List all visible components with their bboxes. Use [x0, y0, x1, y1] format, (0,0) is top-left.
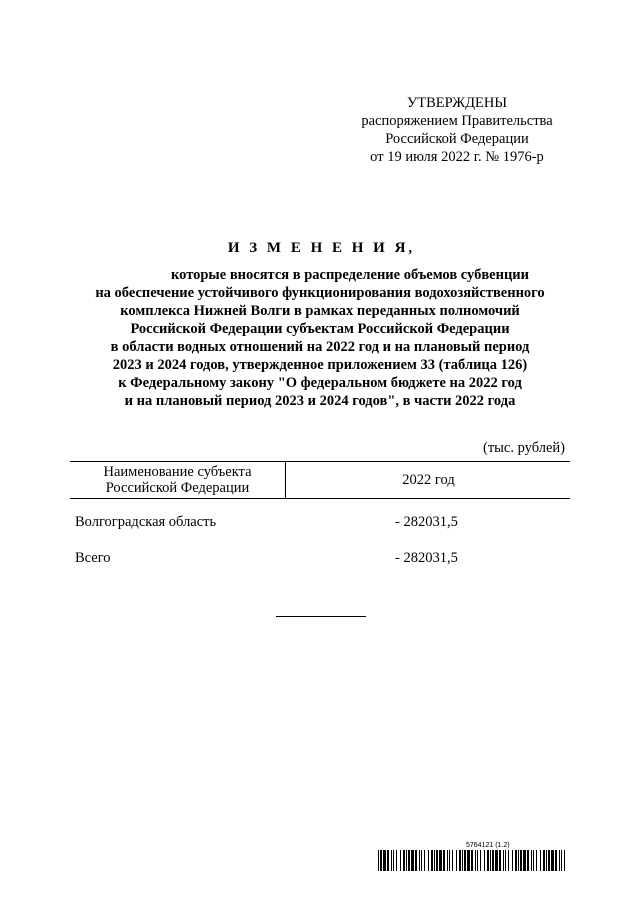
column-header-subject: Наименование субъекта Российской Федерации	[70, 462, 286, 498]
subtitle-line: Российской Федерации субъектам Российской Федерации	[130, 321, 510, 337]
row-subject-name: Всего	[75, 550, 111, 566]
document-code: 5764121 (1.2)	[466, 842, 510, 849]
approval-date-number: от 19 июля 2022 г. № 1976-р	[370, 149, 544, 165]
approval-stamp	[352, 94, 562, 166]
table-header	[70, 461, 570, 499]
row-subject-name: Волгоградская область	[75, 514, 217, 530]
barcode-icon	[378, 850, 566, 871]
approval-line: распоряжением Правительства	[361, 113, 553, 129]
document-subtitle	[60, 266, 580, 410]
subtitle-line: на обеспечение устойчивого функционирования водохозяйственного	[95, 285, 545, 301]
subtitle-line: и на плановый период 2023 и 2024 годов", в части 2022 года	[124, 393, 516, 409]
subtitle-line: комплекса Нижней Волги в рамках переданных полномочий	[120, 303, 520, 319]
approval-title: УТВЕРЖДЕНЫ	[406, 95, 508, 111]
subtitle-line: которые вносятся в распределение объемов субвенции	[170, 267, 530, 283]
document-title: И З М Е Н Е Н И Я,	[227, 240, 413, 256]
approval-line: Российской Федерации	[385, 131, 529, 147]
subtitle-line: 2023 и 2024 годов, утвержденное приложением 33 (таблица 126)	[112, 357, 528, 373]
units-label: (тыс. рублей)	[483, 440, 565, 456]
subtitle-line: к Федеральному закону "О федеральном бюджете на 2022 год	[118, 375, 522, 391]
subtitle-line: в области водных отношений на 2022 год и на плановый период	[110, 339, 530, 355]
row-value: - 282031,5	[395, 514, 458, 530]
column-header-year: 2022 год	[402, 472, 455, 488]
row-value: - 282031,5	[395, 550, 458, 566]
closing-rule	[276, 616, 366, 617]
